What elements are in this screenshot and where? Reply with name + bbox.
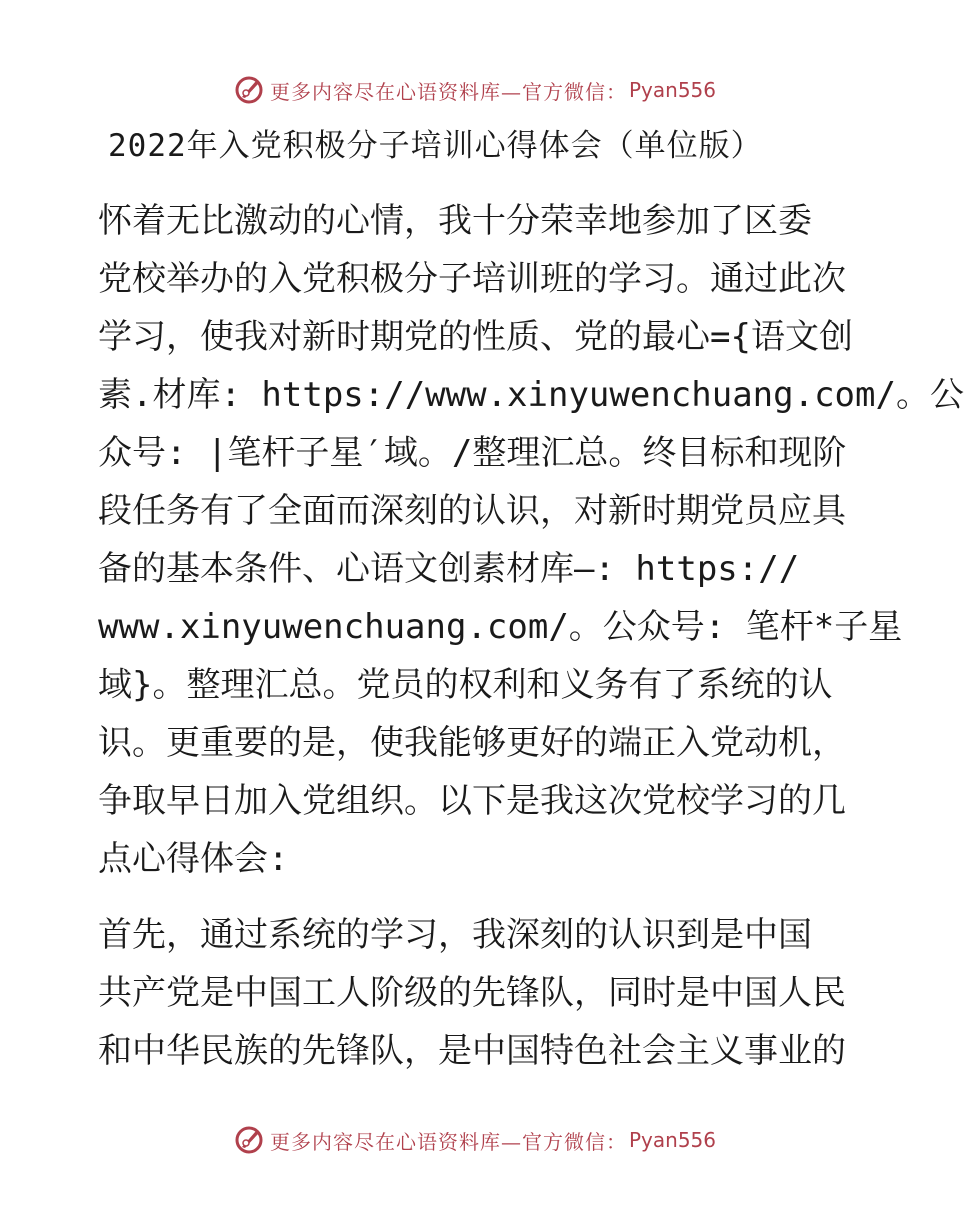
quill-logo-icon [234,1125,264,1155]
paragraph-2 [98,906,850,1080]
header-banner-text: 更多内容尽在心语资料库—官方微信： [269,79,627,104]
footer-banner-wechat: Pyan556 [628,1128,716,1152]
text-line: 怀着无比激动的心情，我十分荣幸地参加了区委 [98,201,812,241]
text-line: 众号: |笔杆子星′域。/整理汇总。终目标和现阶 [98,433,847,473]
text-line: www.xinyuwenchuang.com/。公众号: 笔杆*子星 [98,607,903,647]
text-line: 素.材库: https://www.xinyuwenchuang.com/。公 [98,375,964,415]
text-line: 争取早日加入党组织。以下是我这次党校学习的几 [98,781,846,821]
text-line: 域}。整理汇总。党员的权利和义务有了系统的认 [98,665,833,705]
footer-banner [0,1120,950,1160]
text-line: 备的基本条件、心语文创素材库—: https:// [98,549,800,589]
paragraph-1 [98,192,964,888]
document-body [98,192,964,1080]
footer-banner-text: 更多内容尽在心语资料库—官方微信： [269,1129,627,1154]
text-line: 首先，通过系统的学习，我深刻的认识到是中国 [98,915,812,955]
text-line: 共产党是中国工人阶级的先锋队，同时是中国人民 [98,973,846,1013]
text-line: 段任务有了全面而深刻的认识，对新时期党员应具 [98,491,846,531]
header-banner [0,70,950,110]
text-line: 党校举办的入党积极分子培训班的学习。通过此次 [98,259,846,299]
text-line: 和中华民族的先锋队，是中国特色社会主义事业的 [98,1031,846,1071]
text-line: 识。更重要的是，使我能够更好的端正入党动机， [98,723,846,763]
text-line: 点心得体会: [98,839,289,879]
text-line: 学习，使我对新时期党的性质、党的最心={语文创 [98,317,853,357]
paragraph-gap [98,888,850,906]
document-title: 2022年入党积极分子培训心得体会（单位版） [108,128,763,164]
quill-logo-icon [234,75,264,105]
header-banner-wechat: Pyan556 [628,78,716,102]
